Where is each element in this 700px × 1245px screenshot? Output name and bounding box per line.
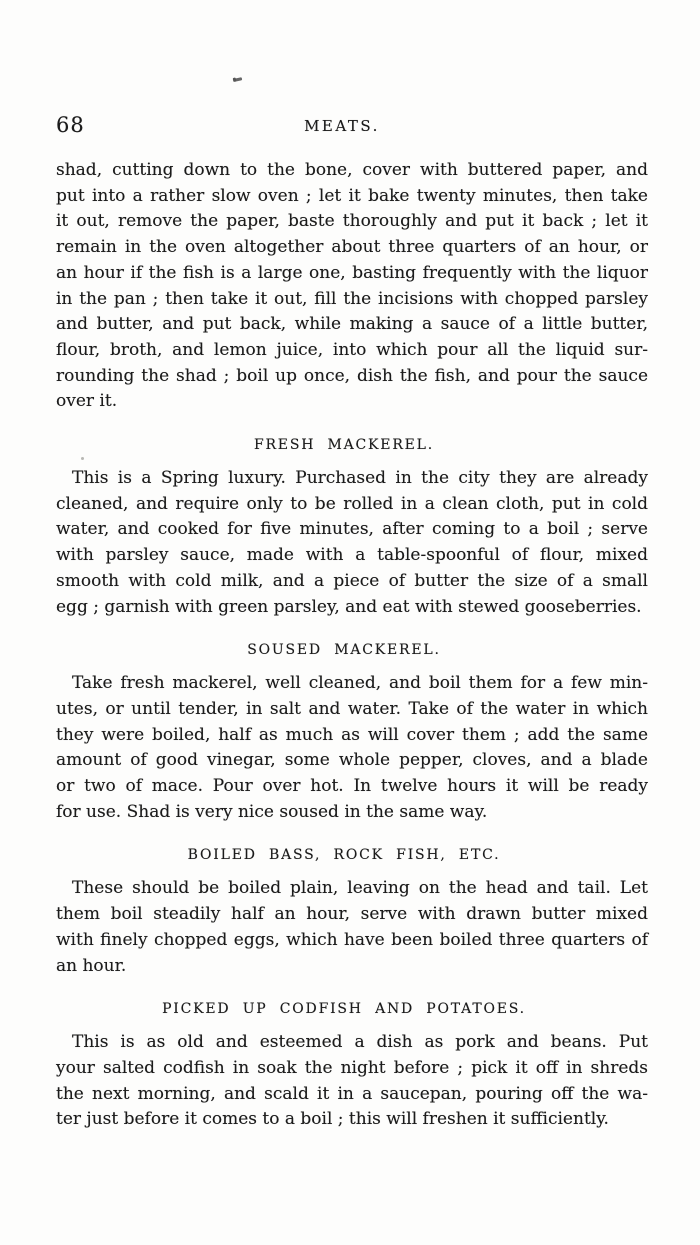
text-line: and butter, and put back, while making a sauce of a little butter, bbox=[56, 314, 648, 335]
page-header bbox=[56, 112, 648, 140]
text-line: your salted codfish in soak the night before ; pick it off in shreds bbox=[56, 1057, 648, 1078]
text-line: put into a rather slow oven ; let it bake twenty minutes, then take bbox=[56, 185, 648, 206]
text-line: ter just before it comes to a boil ; this will freshen it sufficiently. bbox=[56, 1109, 609, 1130]
text-line: cleaned, and require only to be rolled in a clean cloth, put in cold bbox=[56, 493, 648, 514]
text-line: These should be boiled plain, leaving on the head and tail. Let bbox=[72, 878, 648, 899]
text-line: them boil steadily half an hour, serve with drawn butter mixed bbox=[56, 904, 648, 925]
text-line: remain in the oven altogether about three quarters of an hour, or bbox=[56, 237, 648, 258]
running-title: MEATS. bbox=[304, 117, 380, 135]
paragraph bbox=[56, 1030, 648, 1133]
page-number: 68 bbox=[56, 113, 85, 137]
text-line: This is as old and esteemed a dish as pork and beans. Put bbox=[72, 1032, 648, 1053]
section-heading: FRESH MACKEREL. bbox=[253, 437, 435, 454]
text-line: an hour. bbox=[56, 955, 127, 976]
text-line: rounding the shad ; boil up once, dish the fish, and pour the sauce bbox=[56, 365, 648, 386]
text-line: water, and cooked for five minutes, after coming to a boil ; serve bbox=[56, 519, 648, 540]
text-line: an hour if the fish is a large one, basting frequently with the liquor bbox=[56, 262, 648, 283]
paragraph bbox=[56, 671, 648, 825]
paragraph bbox=[56, 158, 648, 415]
text-line: it out, remove the paper, baste thoroughly and put it back ; let it bbox=[56, 211, 648, 232]
text-line: in the pan ; then take it out, fill the incisions with chopped parsley bbox=[56, 288, 648, 309]
section-heading: SOUSED MACKEREL. bbox=[247, 642, 441, 659]
text-line: for use. Shad is very nice soused in the same way. bbox=[56, 801, 488, 822]
text-line: shad, cutting down to the bone, cover with buttered paper, and bbox=[56, 160, 648, 180]
text-line: with finely chopped eggs, which have been boiled three quarters of bbox=[56, 929, 648, 950]
text-line: egg ; garnish with green parsley, and eat with stewed gooseberries. bbox=[56, 596, 642, 617]
text-line: the next morning, and scald it in a saucepan, pouring off the wa- bbox=[56, 1083, 648, 1104]
paragraph bbox=[56, 876, 648, 979]
section-heading: PICKED UP CODFISH AND POTATOES. bbox=[162, 1001, 526, 1018]
text-line: with parsley sauce, made with a table-spoonful of flour, mixed bbox=[56, 545, 648, 566]
text-line: they were boiled, half as much as will cover them ; add the same bbox=[56, 724, 648, 745]
text-line: amount of good vinegar, some whole pepper, cloves, and a blade bbox=[56, 750, 648, 771]
text-line: utes, or until tender, in salt and water. Take of the water in which bbox=[56, 698, 648, 719]
scan-artifact-dash bbox=[234, 77, 242, 81]
text-line: flour, broth, and lemon juice, into which pour all the liquid sur- bbox=[56, 339, 648, 360]
text-line: over it. bbox=[56, 391, 118, 412]
text-line: This is a Spring luxury. Purchased in the city they are already bbox=[72, 468, 648, 489]
page-body bbox=[56, 158, 648, 1133]
text-line: Take fresh mackerel, well cleaned, and boil them for a few min- bbox=[72, 673, 648, 694]
section-heading: BOILED BASS, ROCK FISH, ETC. bbox=[187, 847, 501, 864]
text-line: or two of mace. Pour over hot. In twelve hours it will be ready bbox=[56, 776, 648, 797]
paragraph bbox=[56, 466, 648, 620]
text-line: smooth with cold milk, and a piece of butter the size of a small bbox=[56, 570, 648, 591]
